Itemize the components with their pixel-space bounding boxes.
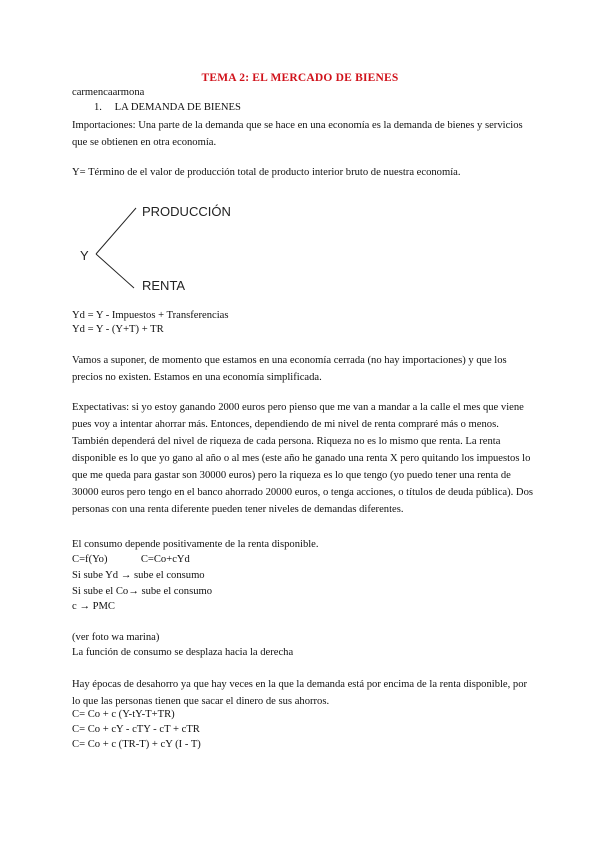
funcion-consumo-line: La función de consumo se desplaza hacia la derecha [72,647,294,658]
production-income-diagram [72,192,302,297]
diagram-top-label: PRODUCCIÓN [142,204,231,219]
yd-formula-1: Yd = Y - Impuestos + Transferencias [72,310,229,321]
importaciones-paragraph: Importaciones: Una parte de la demanda que se hace en una economía es la demanda de bienes y servicios que se obtienen en otra economía. [72,120,523,148]
section-heading [94,102,241,113]
section-number: 1. [94,102,102,113]
equation-3: C= Co + c (TR-T) + cY (I - T) [72,739,201,750]
document-title: TEMA 2: EL MERCADO DE BIENES [201,72,399,84]
consumo-line-2: Si sube el Co→ sube el consumo [72,586,213,597]
diagram-branch-top [96,208,136,254]
consumo-intro: El consumo depende positivamente de la renta disponible. [72,539,319,550]
consumo-formula-1: C=f(Yo) [72,554,108,565]
yd-formula-2: Yd = Y - (Y+T) + TR [72,324,164,335]
diagram-bottom-label: RENTA [142,278,186,293]
y-definition: Y= Término de el valor de producción total de producto interior bruto de nuestra economía. [72,167,461,178]
consumo-line-1: Si sube Yd → sube el consumo [72,570,205,581]
section-title: LA DEMANDA DE BIENES [114,102,241,113]
equation-1: C= Co + c (Y-tY-T+TR) [72,709,175,720]
foto-note: (ver foto wa marina) [72,632,160,643]
author-name: carmencaarmona [72,87,145,98]
expectativas-paragraph: Expectativas: si yo estoy ganando 2000 euros pero pienso que me van a mandar a la calle el mes que viene pues voy a intentar ahorrar más. Entonces, dependiendo de mi nivel de renta compraré más o menos. También dependerá del nivel de riqueza de cada persona. Riqueza no es lo mismo que renta. La renta disponible es lo que yo gano al año o al mes (este año he ganado una renta X pero quitando los impuestos lo que me queda para gastar son 30000 euros) pero la riqueza es lo que tengo (yo puedo tener una renta de 30000 euros pero tengo en el banco ahorrado 20000 euros, o tenga acciones, o títulos de deuda pública). Dos personas con una renta diferente pueden tener niveles de demandas diferentes. [72,402,533,515]
economia-cerrada-paragraph: Vamos a suponer, de momento que estamos en una economía cerrada (no hay importaciones) y que los precios no existen. Estamos en una economía simplificada. [72,355,507,383]
diagram-root-label: Y [80,248,89,263]
consumo-formulas [72,553,190,567]
diagram-branch-bottom [96,254,134,288]
desahorro-paragraph: Hay épocas de desahorro ya que hay veces en la que la demanda está por encima de la renta disponible, por lo que las personas tienen que sacar el dinero de sus ahorros. [72,679,528,707]
equation-2: C= Co + cY - cTY - cT + cTR [72,724,200,735]
consumo-line-3: c → PMC [72,601,115,612]
consumo-formula-2: C=Co+cYd [140,554,190,565]
